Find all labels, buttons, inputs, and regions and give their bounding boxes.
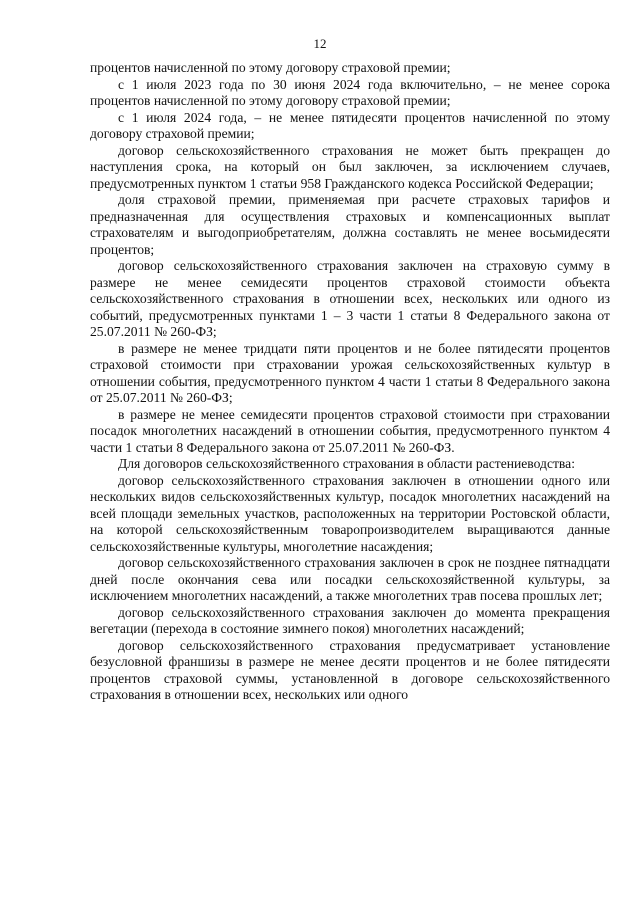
paragraph-continuation: процентов начисленной по этому договору страховой премии; <box>90 60 451 75</box>
paragraph-perennial-plantings: в размере не менее семидесяти процентов страховой стоимости при страховании посадок многолетних насаждений в отношении события, предусмотренного пунктом 4 части 1 статьи 8 Федерального закона от 25.07.2011 № 260-ФЗ. <box>90 406 610 455</box>
document-body <box>90 60 610 704</box>
paragraph-sum-insured: договор сельскохозяйственного страхования заключен на страховую сумму в размере не менее семидесяти процентов страховой стоимости объекта сельскохозяйственного страхования в отношении всех, нескольких или одного из событий, предусмотренных пунктами 1 – 3 части 1 статьи 8 Федерального закона от 25.07.2011 № 260-ФЗ; <box>90 258 610 339</box>
paragraph-crop-insurance-range: в размере не менее тридцати пяти процентов и не более пятидесяти процентов страховой стоимости при страховании урожая сельскохозяйственных культур в отношении события, предусмотренного пунктом 4 части 1 статьи 8 Федерального закона от 25.07.2011 № 260-ФЗ; <box>90 340 610 405</box>
paragraph-vegetation-stop: договор сельскохозяйственного страхования заключен до момента прекращения вегетации (перехода в состояние зимнего покоя) многолетних насаждений; <box>90 604 610 636</box>
paragraph-whole-area: договор сельскохозяйственного страхования заключен в отношении одного или нескольких видов сельскохозяйственных культур, посадок многолетних насаждений на всей площади земельных участков, расположенных на территории Ростовской области, на которой сельскохозяйственным товаропроизводителем выращиваются данные сельскохозяйственные культуры, многолетние насаждения; <box>90 472 610 554</box>
paragraph-sowing-deadline: договор сельскохозяйственного страхования заключен в срок не позднее пятнадцати дней после окончания сева или посадки сельскохозяйственной культуры, за исключением многолетних насаждений, а также многолетних трав посева прошлых лет; <box>90 555 610 603</box>
paragraph-crop-production-heading: Для договоров сельскохозяйственного страхования в области растениеводства: <box>118 456 575 471</box>
paragraph-deductible: договор сельскохозяйственного страхования предусматривает установление безусловной франшизы в размере не менее десяти процентов и не более пятидесяти процентов страховой суммы, установленной в договоре сельскохозяйственного страхования в отношении всех, нескольких или одного <box>90 637 610 702</box>
paragraph-contract-termination: договор сельскохозяйственного страхования не может быть прекращен до наступления срока, на который он был заключен, за исключением случаев, предусмотренных пунктом 1 статьи 958 Гражданского кодекса Российской Федерации; <box>90 142 610 191</box>
paragraph-term-2024: с 1 июля 2024 года, – не менее пятидесяти процентов начисленной по этому договору страховой премии; <box>90 109 610 141</box>
paragraph-premium-share: доля страховой премии, применяемая при расчете страховых тарифов и предназначенная для осуществления страховых и компенсационных выплат страхователям и выгодоприобретателям, должна составлять не менее восьмидесяти процентов; <box>90 192 610 257</box>
paragraph-term-2023-2024: с 1 июля 2023 года по 30 июня 2024 года включительно, – не менее сорока процентов начисленной по этому договору страховой премии; <box>90 76 610 108</box>
page-number: 12 <box>313 36 327 51</box>
